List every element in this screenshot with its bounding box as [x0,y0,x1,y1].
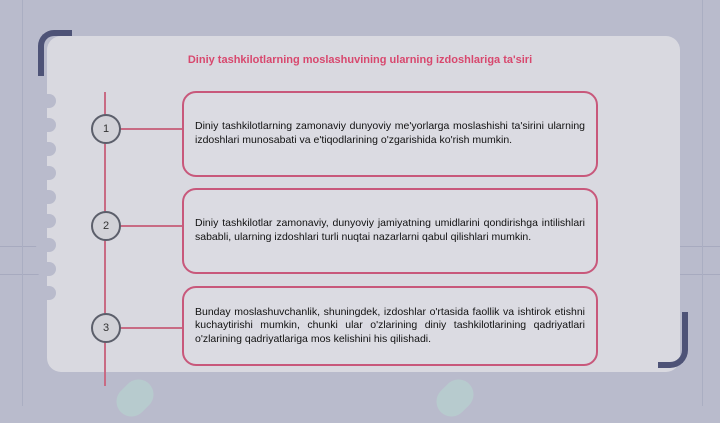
step-text: Diniy tashkilotlarning zamonaviy dunyoviy me'yorlarga moslashishi ta'sirini ularning izdoshlari munosabati va e'tiqodlarining o'zgarishida ko'rish mumkin. [195,120,585,146]
step-number-badge: 1 [91,114,121,144]
step-number-badge: 2 [91,211,121,241]
frame-corner-bottom-right [658,312,688,368]
background-grid-line [22,0,23,406]
slide-title: Diniy tashkilotlarning moslashuvining ularning izdoshlariga ta'siri [187,54,533,66]
step-text: Diniy tashkilotlar zamonaviy, dunyoviy jamiyatning umidlarini qondirishga intilishlari sababli, ularning izdoshlari turli nuqtai nazarlarni qabul qilishlari mumkin. [195,217,585,243]
step-card [182,286,598,366]
background-grid-line [702,0,703,406]
card-perforation [36,54,58,370]
step-number-badge: 3 [91,313,121,343]
step-card [182,188,598,274]
watermark-shape [110,373,159,422]
step-card [182,91,598,177]
watermark-shape [430,373,479,422]
step-text: Bunday moslashuvchanlik, shuningdek, izdoshlar o'rtasida faollik va ishtirok etishni kuchaytirishi mumkin, chunki ular o'zlarining diniy tashkilotlarining qadriyatlari o'zlarining qadriyatlariga mos kelishini his qilishadi. [195,305,585,345]
frame-corner-top-left [38,30,72,76]
